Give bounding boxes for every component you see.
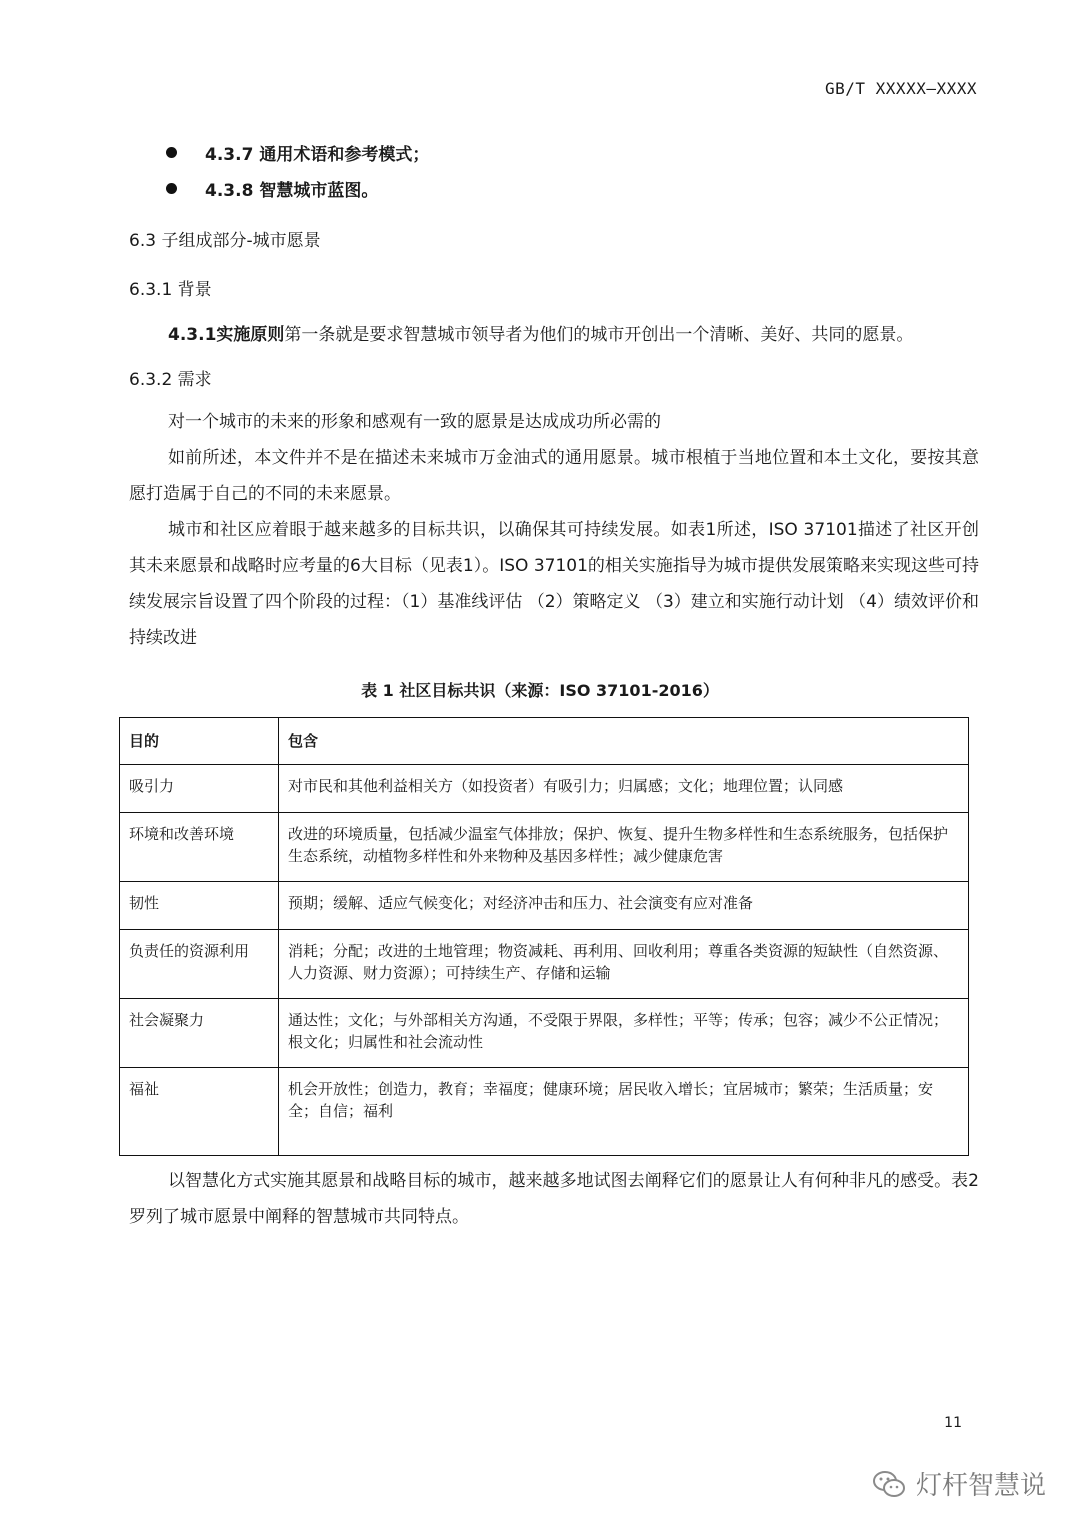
table-cell-includes: 对市民和其他利益相关方（如投资者）有吸引力；归属感；文化；地理位置；认同感 [279,765,969,813]
table-cell-purpose: 吸引力 [120,765,279,813]
requirements-paragraph-1: 对一个城市的未来的形象和感观有一致的愿景是达成成功所必需的 [168,412,661,432]
wechat-icon [872,1469,906,1499]
background-paragraph [129,317,979,353]
principle-text: 第一条就是要求智慧城市领导者为他们的城市开创出一个清晰、美好、共同的愿景。 [284,325,914,345]
principle-reference: 4.3.1实施原则 [168,325,285,345]
closing-paragraph-text: 以智慧化方式实施其愿景和战略目标的城市，越来越多地试图去阐释它们的愿景让人有何种非凡的感受。表2罗列了城市愿景中阐释的智慧城市共同特点。 [129,1171,979,1227]
section-title: 6.3 子组成部分-城市愿景 [129,231,321,251]
table-cell-includes: 通达性；文化；与外部相关方沟通，不受限于界限，多样性；平等；传承；包容；减少不公正情况；根文化；归属性和社会流动性 [279,999,969,1068]
watermark [872,1465,1046,1502]
watermark-text: 灯杆智慧说 [915,1471,1046,1501]
requirements-paragraph-3: 城市和社区应着眼于越来越多的目标共识，以确保其可持续发展。如表1所述，ISO 37101描述了社区开创其未来愿景和战略时应考量的6大目标（见表1）。ISO 37101的相关实施指导为城市提供发展策略来实现这些可持续发展宗旨设置了四个阶段的过程：（1）基准线评估 （2）策略定义 （3）建立和实施行动计划 （4）绩效评价和持续改进 [129,520,979,648]
bullet-text: 4.3.7 通用术语和参考模式； [205,145,430,165]
table-cell-includes: 消耗；分配；改进的土地管理；物资减耗、再利用、回收利用；尊重各类资源的短缺性（自然资源、人力资源、财力资源）；可持续生产、存储和运输 [279,930,969,999]
table-row [120,882,969,930]
table-cell-purpose: 负责任的资源利用 [120,930,279,999]
requirements-body [129,404,979,656]
bullet-text: 4.3.8 智慧城市蓝图。 [205,181,379,201]
table-header-purpose: 目的 [120,718,279,765]
page-number: 11 [944,1415,962,1431]
table-cell-includes: 改进的环境质量，包括减少温室气体排放；保护、恢复、提升生物多样性和生态系统服务，包括保护生态系统，动植物多样性和外来物种及基因多样性；减少健康危害 [279,813,969,882]
document-id: GB/T XXXXX—XXXX [825,79,977,98]
table-cell-includes: 预期；缓解、适应气候变化；对经济冲击和压力、社会演变有应对准备 [279,882,969,930]
table-header-includes: 包含 [279,718,969,765]
table-header-row [120,718,969,765]
bullet-item [166,140,429,165]
bullet-dot-icon [166,183,177,194]
table-caption: 表 1 社区目标共识（来源：ISO 37101-2016） [361,681,719,700]
bullet-item [166,176,378,201]
table-cell-purpose: 环境和改善环境 [120,813,279,882]
bullet-dot-icon [166,147,177,158]
table-row [120,1068,969,1156]
subsection-title-requirements: 6.3.2 需求 [129,370,212,390]
closing-paragraph [129,1163,979,1235]
table-row [120,999,969,1068]
table-row [120,813,969,882]
table-cell-purpose: 社会凝聚力 [120,999,279,1068]
table-row [120,765,969,813]
table-cell-purpose: 福祉 [120,1068,279,1156]
requirements-paragraph-2: 如前所述，本文件并不是在描述未来城市万金油式的通用愿景。城市根植于当地位置和本土文化，要按其意愿打造属于自己的不同的未来愿景。 [129,448,979,504]
table-cell-purpose: 韧性 [120,882,279,930]
subsection-title-background: 6.3.1 背景 [129,280,212,300]
table-cell-includes: 机会开放性；创造力，教育；幸福度；健康环境；居民收入增长；宜居城市；繁荣；生活质量；安全；自信；福利 [279,1068,969,1156]
table-row [120,930,969,999]
community-goals-table [119,717,969,1156]
